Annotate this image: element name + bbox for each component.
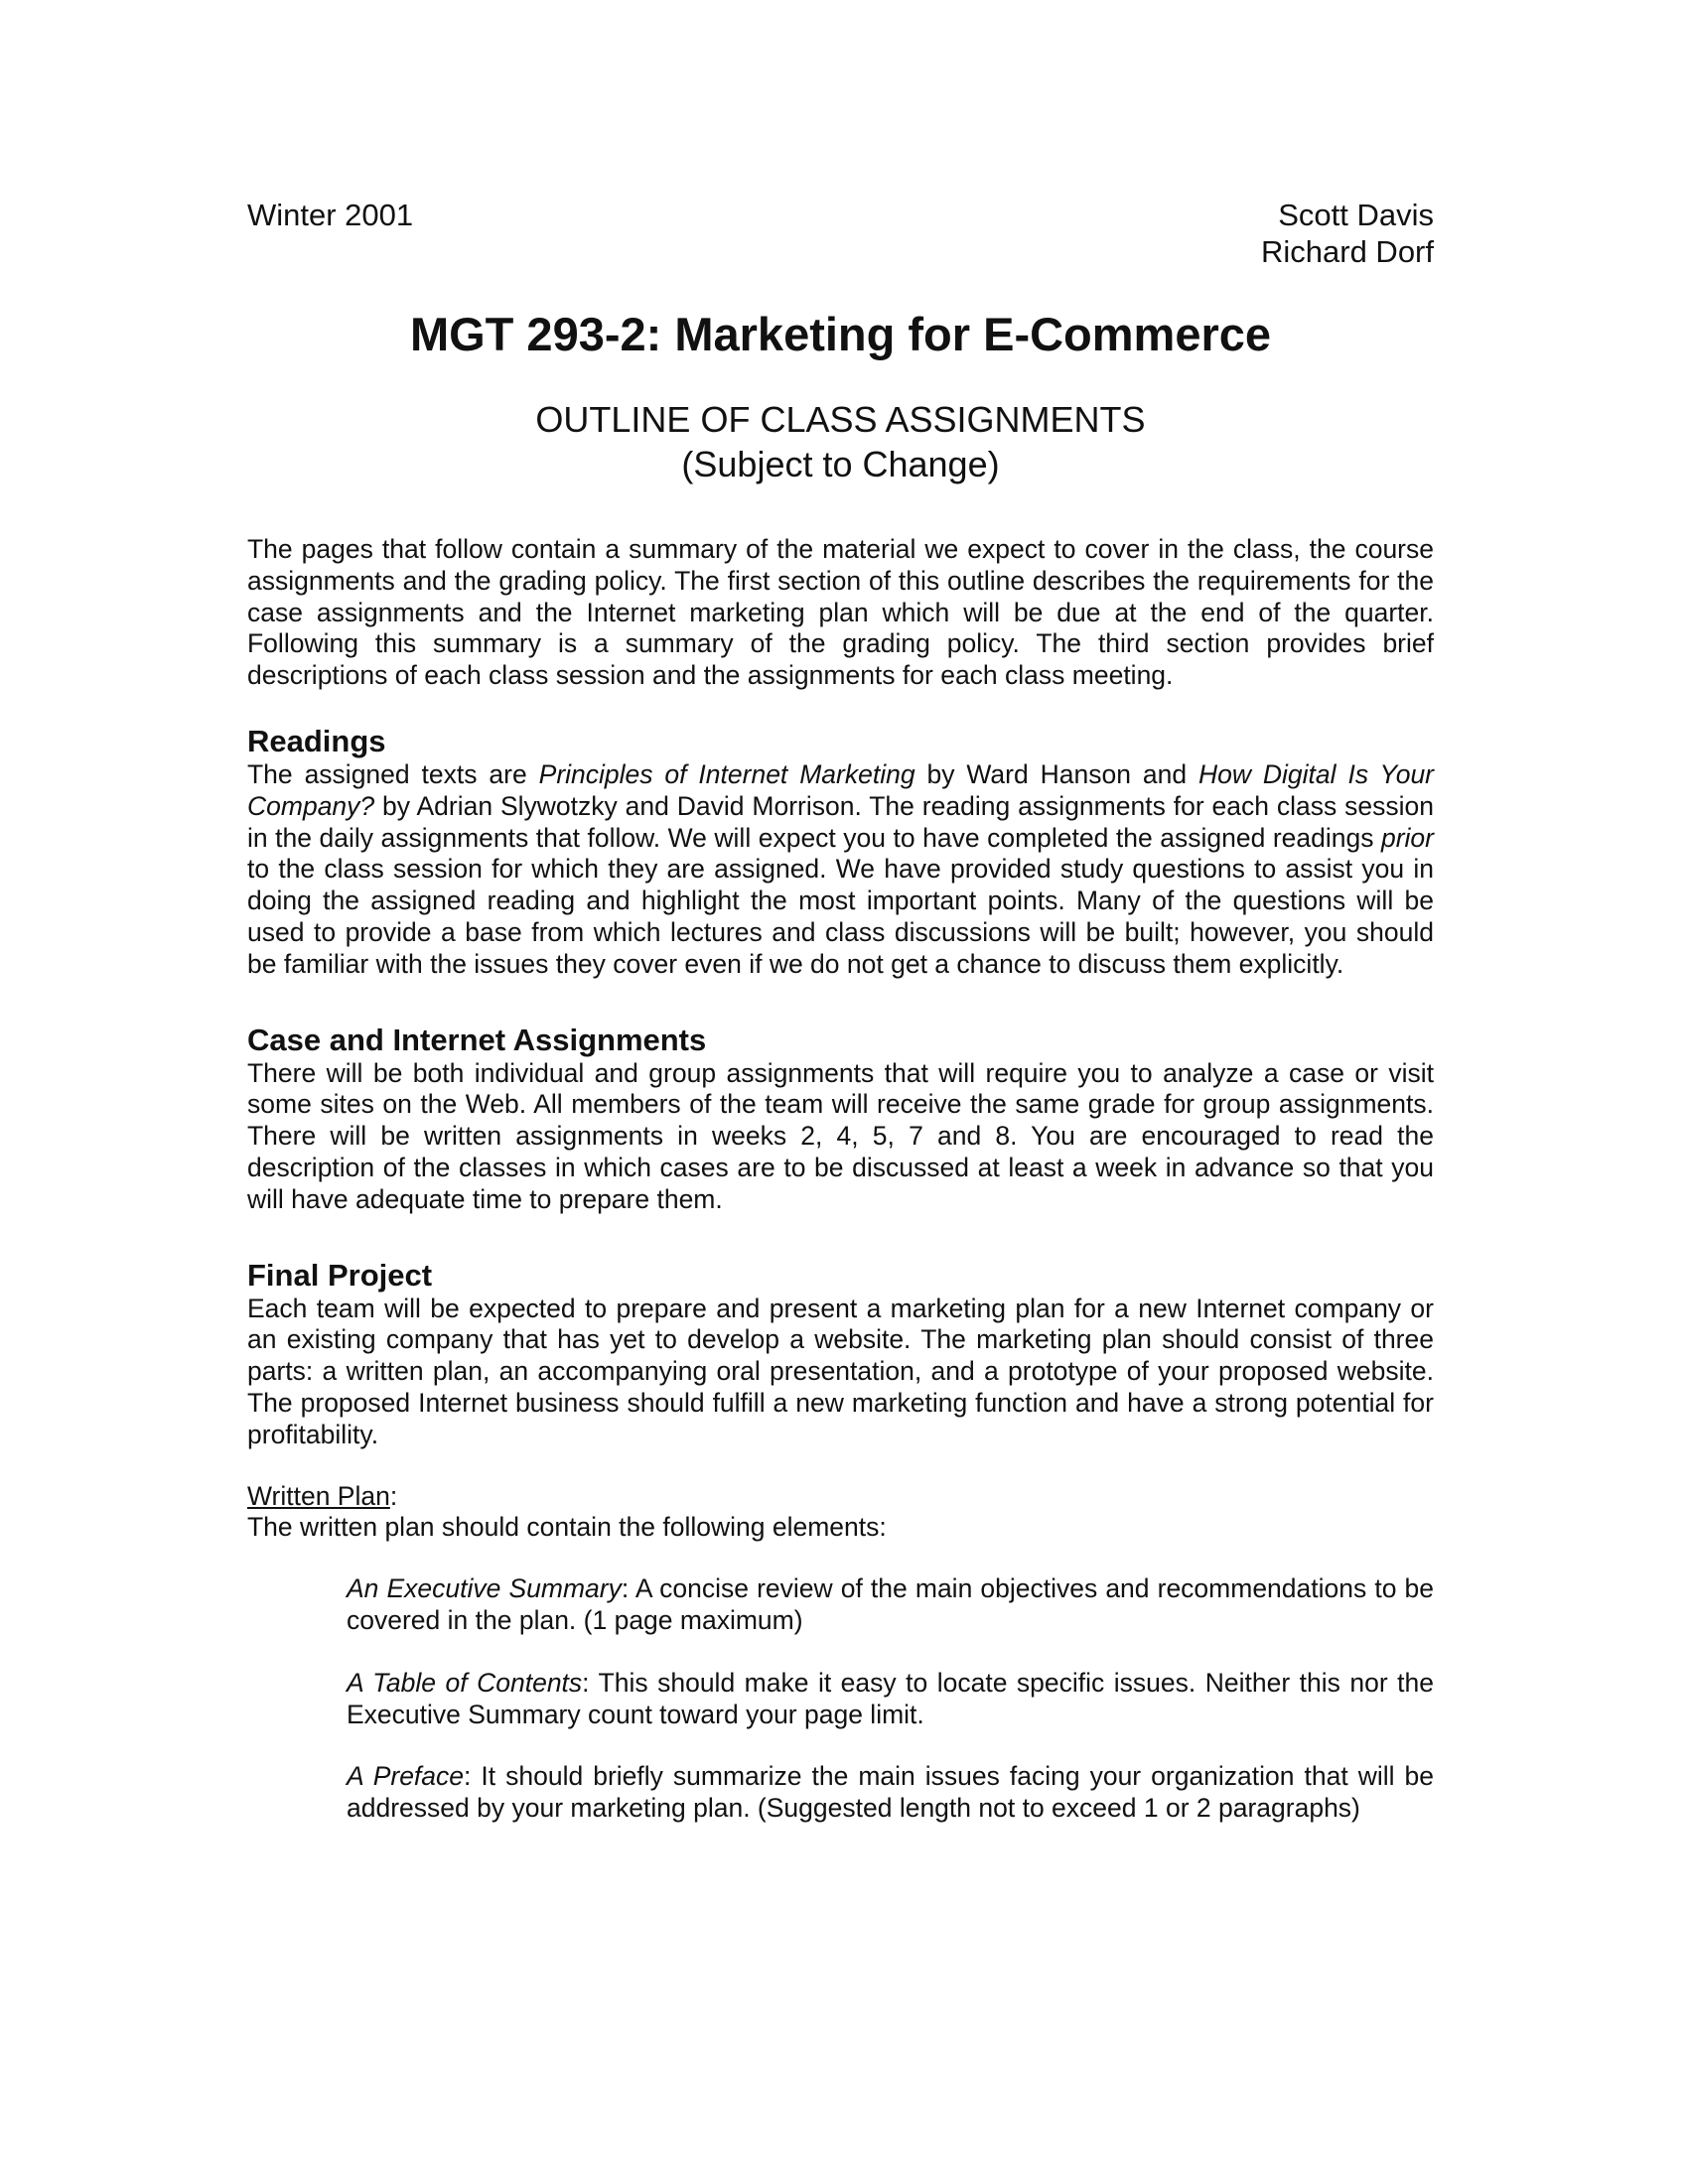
readings-paragraph — [247, 759, 1434, 981]
intro-paragraph: The pages that follow contain a summary of the material we expect to cover in the class, the course assignments and the grading policy. The first section of this outline describes the requirements for the case assignments and the Internet marketing plan which will be due at the end of the quarter. Following this summary is a summary of the grading policy. The third section provides brief descriptions of each class session and the assignments for each class meeting. — [247, 534, 1434, 691]
final-project-paragraph: Each team will be expected to prepare and present a marketing plan for a new Internet company or an existing company that has yet to develop a website. The marketing plan should consist of three parts: a written plan, an accompanying oral presentation, and a prototype of your proposed website. The proposed Internet business should fulfill a new marketing function and have a strong potential for profitability. — [247, 1293, 1434, 1449]
readings-heading: Readings — [247, 723, 386, 758]
readings-text: to the class session for which they are assigned. We have provided study questions to assist you in doing the assigned reading and highlight the most important points. Many of the questions will be used to provide a base from which lectures and class discussions will be built; however, you should be familiar with the issues they cover even if we do not get a chance to discuss them explicitly. — [247, 854, 1434, 979]
readings-text: The assigned texts are — [247, 758, 539, 789]
document-title: MGT 293-2: Marketing for E-Commerce — [409, 308, 1272, 360]
author-name: Scott Davis — [1278, 198, 1434, 232]
case-internet-heading: Case and Internet Assignments — [247, 1022, 707, 1057]
document-page — [247, 197, 1434, 1855]
written-plan-label — [247, 1481, 1434, 1513]
plan-element-term: A Preface — [347, 1761, 465, 1792]
book-title: Principles of Internet Marketing — [538, 758, 915, 789]
written-plan-colon: : — [389, 1480, 398, 1511]
plan-element-text: : A concise review of the main objectives and recommendations to be covered in the plan. (1 page maximum) — [347, 1573, 1434, 1635]
author-name: Richard Dorf — [1261, 234, 1434, 269]
emphasis-prior: prior — [1380, 822, 1434, 853]
plan-element-text: : It should briefly summarize the main issues facing your organization that will be addressed by your marketing plan. (Suggested length not to exceed 1 or 2 paragraphs) — [347, 1761, 1434, 1824]
written-plan-title: Written Plan — [247, 1480, 390, 1511]
authors-block — [1261, 197, 1434, 270]
plan-element — [347, 1573, 1434, 1637]
book-title: How Digital Is Your Company? — [247, 758, 1435, 821]
plan-element — [347, 1761, 1434, 1825]
subtitle-line-2: (Subject to Change) — [681, 444, 1000, 484]
case-internet-paragraph: There will be both individual and group assignments that will require you to analyze a case or visit some sites on the Web. All members of the team will receive the same grade for group assignments. There will be written assignments in weeks 2, 4, 5, 7 and 8. You are encouraged to read the description of the classes in which cases are to be discussed at least a week in advance so that you will have adequate time to prepare them. — [247, 1057, 1434, 1214]
plan-elements-list — [247, 1573, 1434, 1825]
document-subtitle — [247, 397, 1434, 486]
plan-element-text: : This should make it easy to locate specific issues. Neither this nor the Executive Summary count toward your page limit. — [347, 1667, 1434, 1729]
final-project-heading: Final Project — [247, 1257, 433, 1293]
plan-element — [347, 1668, 1434, 1731]
readings-text: by Adrian Slywotzky and David Morrison. The reading assignments for each class session in the daily assignments that follow. We will expect you to have completed the assigned readings — [247, 790, 1434, 853]
term-label: Winter 2001 — [247, 198, 414, 232]
plan-element-term: A Table of Contents — [347, 1667, 583, 1698]
readings-text: by Ward Hanson and — [914, 758, 1198, 789]
written-plan-intro: The written plan should contain the following elements: — [247, 1512, 887, 1543]
header-row — [247, 197, 1434, 270]
plan-element-term: An Executive Summary — [347, 1573, 622, 1604]
subtitle-line-1: OUTLINE OF CLASS ASSIGNMENTS — [535, 399, 1146, 440]
